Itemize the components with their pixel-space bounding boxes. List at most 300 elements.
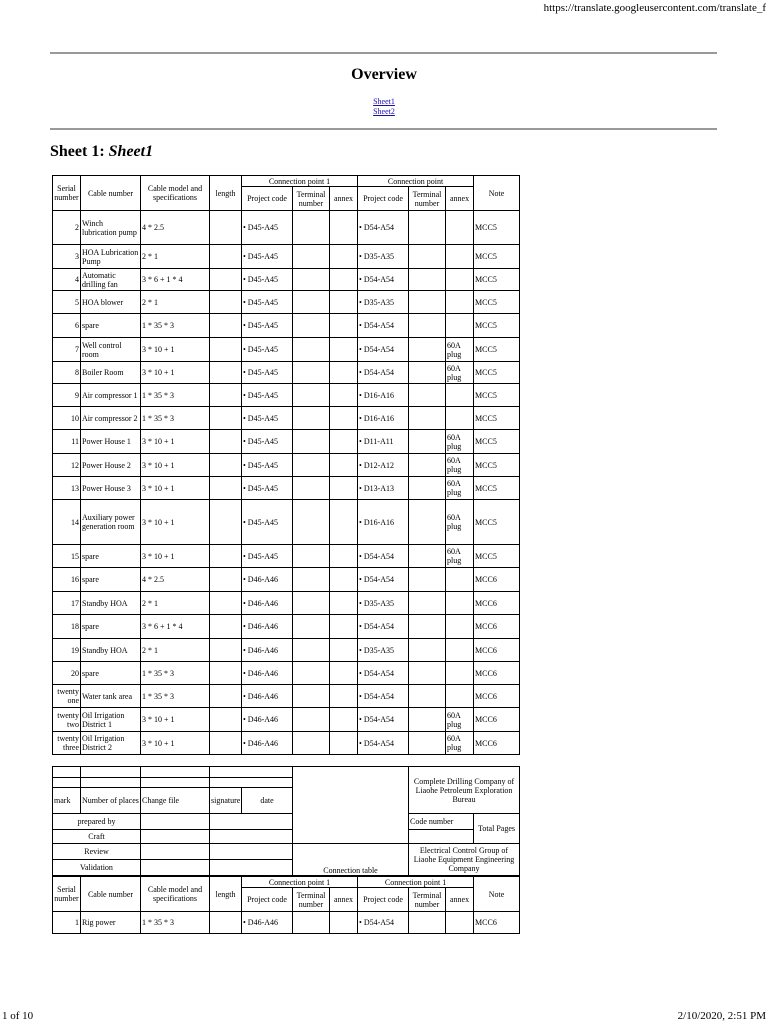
review-label: Review: [53, 844, 141, 860]
length-cell: [210, 615, 242, 639]
project-code-1-cell: • D45-A45: [242, 430, 293, 454]
cable-number-cell: spare: [81, 568, 141, 592]
terminal-2-cell: [409, 545, 446, 568]
annex-1-cell: [330, 407, 358, 430]
terminal-2-cell: [409, 407, 446, 430]
terminal-2-cell: [409, 362, 446, 384]
cable-number-cell: Rig power: [81, 912, 141, 934]
annex-1-cell: [330, 362, 358, 384]
terminal-1-cell: [293, 454, 330, 477]
terminal-2-cell: [409, 592, 446, 615]
header-cable-number: Cable number: [81, 877, 141, 912]
table-row: [53, 615, 520, 639]
project-code-2-cell: • D54-A54: [358, 362, 409, 384]
table-row: [53, 500, 520, 545]
project-code-2-cell: • D16-A16: [358, 500, 409, 545]
header-project-code-1: Project code: [242, 187, 293, 211]
length-cell: [210, 269, 242, 291]
serial-cell: twenty one: [53, 685, 81, 708]
project-code-1-cell: • D45-A45: [242, 211, 293, 245]
serial-cell: 12: [53, 454, 81, 477]
project-code-1-cell: • D46-A46: [242, 615, 293, 639]
header-terminal-1: Terminal number: [293, 187, 330, 211]
header-terminal-2: Terminal number: [409, 187, 446, 211]
table-row: [53, 732, 520, 755]
annex-2-cell: 60A plug: [446, 338, 474, 362]
serial-cell: 6: [53, 314, 81, 338]
length-cell: [210, 384, 242, 407]
project-code-2-cell: • D54-A54: [358, 338, 409, 362]
project-code-1-cell: • D46-A46: [242, 568, 293, 592]
table-row: [53, 314, 520, 338]
serial-cell: 13: [53, 477, 81, 500]
length-cell: [210, 912, 242, 934]
table-row: [53, 912, 520, 934]
header-annex-1: annex: [330, 888, 358, 912]
project-code-2-cell: • D11-A11: [358, 430, 409, 454]
project-code-2-cell: • D54-A54: [358, 568, 409, 592]
length-cell: [210, 407, 242, 430]
annex-1-cell: [330, 269, 358, 291]
connection-table-label: Connection table: [293, 844, 409, 876]
cable-model-cell: 3 * 10 + 1: [141, 454, 210, 477]
cable-number-cell: Water tank area: [81, 685, 141, 708]
length-cell: [210, 500, 242, 545]
cable-number-cell: Standby HOA: [81, 592, 141, 615]
terminal-1-cell: [293, 708, 330, 732]
table-row: [53, 362, 520, 384]
terminal-2-cell: [409, 732, 446, 755]
note-cell: MCC5: [474, 338, 520, 362]
terminal-2-cell: [409, 685, 446, 708]
terminal-2-cell: [409, 384, 446, 407]
note-cell: MCC6: [474, 708, 520, 732]
length-cell: [210, 477, 242, 500]
serial-cell: 2: [53, 211, 81, 245]
serial-cell: 11: [53, 430, 81, 454]
table-row: [53, 568, 520, 592]
cable-number-cell: Well control room: [81, 338, 141, 362]
annex-1-cell: [330, 685, 358, 708]
terminal-1-cell: [293, 662, 330, 685]
terminal-2-cell: [409, 269, 446, 291]
terminal-2-cell: [409, 477, 446, 500]
annex-2-cell: [446, 269, 474, 291]
annex-1-cell: [330, 545, 358, 568]
serial-cell: 3: [53, 245, 81, 269]
print-timestamp: 2/10/2020, 2:51 PM: [677, 1010, 766, 1022]
serial-cell: twenty three: [53, 732, 81, 755]
cable-number-cell: Oil Irrigation District 1: [81, 708, 141, 732]
annex-2-cell: 60A plug: [446, 545, 474, 568]
terminal-1-cell: [293, 291, 330, 314]
project-code-1-cell: • D46-A46: [242, 732, 293, 755]
project-code-1-cell: • D46-A46: [242, 639, 293, 662]
table-row: [53, 662, 520, 685]
header-annex-2: annex: [446, 187, 474, 211]
header-terminal-2: Terminal number: [409, 888, 446, 912]
note-cell: MCC6: [474, 592, 520, 615]
note-cell: MCC5: [474, 245, 520, 269]
table-row: [53, 384, 520, 407]
terminal-2-cell: [409, 912, 446, 934]
table-row: [53, 269, 520, 291]
places-label: Number of places: [81, 788, 141, 814]
annex-2-cell: 60A plug: [446, 362, 474, 384]
note-cell: MCC5: [474, 314, 520, 338]
cable-number-cell: Air compressor 1: [81, 384, 141, 407]
sheet-heading: [50, 143, 153, 161]
cable-model-cell: 3 * 6 + 1 * 4: [141, 615, 210, 639]
project-code-1-cell: • D46-A46: [242, 912, 293, 934]
project-code-1-cell: • D45-A45: [242, 407, 293, 430]
terminal-1-cell: [293, 912, 330, 934]
project-code-1-cell: • D45-A45: [242, 454, 293, 477]
project-code-2-cell: • D35-A35: [358, 639, 409, 662]
length-cell: [210, 639, 242, 662]
cable-model-cell: 3 * 10 + 1: [141, 338, 210, 362]
annex-1-cell: [330, 245, 358, 269]
header-project-code-2: Project code: [358, 187, 409, 211]
terminal-1-cell: [293, 615, 330, 639]
project-code-1-cell: • D45-A45: [242, 384, 293, 407]
annex-1-cell: [330, 500, 358, 545]
header-terminal-1: Terminal number: [293, 888, 330, 912]
terminal-1-cell: [293, 545, 330, 568]
note-cell: MCC6: [474, 912, 520, 934]
header-connection-point-2: Connection point: [358, 176, 474, 187]
length-cell: [210, 245, 242, 269]
page-counter: 1 of 10: [2, 1010, 34, 1022]
project-code-2-cell: • D54-A54: [358, 732, 409, 755]
annex-2-cell: [446, 615, 474, 639]
table-row: [53, 592, 520, 615]
sheet1-link[interactable]: Sheet1: [373, 97, 395, 106]
table-row: [53, 708, 520, 732]
annex-1-cell: [330, 732, 358, 755]
terminal-2-cell: [409, 615, 446, 639]
annex-1-cell: [330, 338, 358, 362]
header-connection-point-1: Connection point 1: [242, 176, 358, 187]
terminal-2-cell: [409, 639, 446, 662]
table-row: [53, 685, 520, 708]
cable-number-cell: Standby HOA: [81, 639, 141, 662]
header-cable-model: Cable model and specifications: [141, 176, 210, 211]
cable-number-cell: Oil Irrigation District 2: [81, 732, 141, 755]
cable-model-cell: 2 * 1: [141, 639, 210, 662]
date-label: date: [242, 788, 293, 814]
header-project-code-2: Project code: [358, 888, 409, 912]
annex-1-cell: [330, 662, 358, 685]
project-code-1-cell: • D45-A45: [242, 314, 293, 338]
serial-cell: 9: [53, 384, 81, 407]
terminal-1-cell: [293, 430, 330, 454]
header-length: length: [210, 176, 242, 211]
annex-1-cell: [330, 912, 358, 934]
cable-model-cell: 4 * 2.5: [141, 211, 210, 245]
terminal-1-cell: [293, 500, 330, 545]
cable-model-cell: 3 * 10 + 1: [141, 500, 210, 545]
annex-2-cell: [446, 245, 474, 269]
serial-cell: 17: [53, 592, 81, 615]
project-code-2-cell: • D54-A54: [358, 708, 409, 732]
electrical-group-name: Electrical Control Group of Liaohe Equipment Engineering Company: [409, 844, 520, 876]
cable-number-cell: Automatic drilling fan: [81, 269, 141, 291]
annex-2-cell: [446, 912, 474, 934]
project-code-2-cell: • D16-A16: [358, 407, 409, 430]
project-code-2-cell: • D54-A54: [358, 314, 409, 338]
note-cell: MCC5: [474, 454, 520, 477]
cable-model-cell: 3 * 10 + 1: [141, 477, 210, 500]
note-cell: MCC5: [474, 384, 520, 407]
note-cell: MCC5: [474, 430, 520, 454]
header-annex-2: annex: [446, 888, 474, 912]
terminal-2-cell: [409, 708, 446, 732]
cable-number-cell: HOA Lubrication Pump: [81, 245, 141, 269]
project-code-1-cell: • D46-A46: [242, 592, 293, 615]
terminal-1-cell: [293, 568, 330, 592]
note-cell: MCC6: [474, 732, 520, 755]
length-cell: [210, 314, 242, 338]
project-code-2-cell: • D54-A54: [358, 545, 409, 568]
annex-2-cell: 60A plug: [446, 454, 474, 477]
annex-1-cell: [330, 384, 358, 407]
note-cell: MCC5: [474, 269, 520, 291]
project-code-1-cell: • D45-A45: [242, 500, 293, 545]
connection-table: [52, 175, 520, 755]
header-cable-number: Cable number: [81, 176, 141, 211]
cable-model-cell: 2 * 1: [141, 592, 210, 615]
note-cell: MCC6: [474, 568, 520, 592]
annex-1-cell: [330, 592, 358, 615]
length-cell: [210, 662, 242, 685]
annex-2-cell: [446, 592, 474, 615]
cable-model-cell: 1 * 35 * 3: [141, 384, 210, 407]
annex-1-cell: [330, 430, 358, 454]
project-code-2-cell: • D13-A13: [358, 477, 409, 500]
header-connection-point-1: Connection point 1: [242, 877, 358, 888]
code-number-label: Code number: [409, 814, 474, 830]
serial-cell: 18: [53, 615, 81, 639]
annex-2-cell: [446, 662, 474, 685]
project-code-2-cell: • D54-A54: [358, 211, 409, 245]
total-pages-label: Total Pages: [474, 814, 520, 844]
project-code-1-cell: • D45-A45: [242, 545, 293, 568]
overview-title: Overview: [351, 66, 417, 83]
prepared-by-label: prepared by: [53, 814, 141, 830]
annex-1-cell: [330, 615, 358, 639]
serial-cell: 15: [53, 545, 81, 568]
terminal-1-cell: [293, 269, 330, 291]
note-cell: MCC6: [474, 662, 520, 685]
project-code-2-cell: • D54-A54: [358, 685, 409, 708]
annex-1-cell: [330, 314, 358, 338]
table-row: [53, 639, 520, 662]
header-connection-point-2: Connection point 1: [358, 877, 474, 888]
project-code-1-cell: • D45-A45: [242, 477, 293, 500]
annex-2-cell: 60A plug: [446, 477, 474, 500]
table-row: [53, 545, 520, 568]
terminal-2-cell: [409, 245, 446, 269]
title-block: [52, 766, 520, 876]
divider-bottom: [50, 128, 717, 130]
sheet-links: [0, 97, 768, 117]
table-row: [53, 477, 520, 500]
note-cell: MCC6: [474, 685, 520, 708]
header-cable-model: Cable model and specifications: [141, 877, 210, 912]
annex-2-cell: [446, 407, 474, 430]
annex-1-cell: [330, 568, 358, 592]
serial-cell: 20: [53, 662, 81, 685]
annex-2-cell: [446, 211, 474, 245]
terminal-2-cell: [409, 454, 446, 477]
annex-2-cell: 60A plug: [446, 732, 474, 755]
sheet-heading-name: Sheet1: [108, 143, 154, 160]
mark-label: mark: [53, 788, 81, 814]
serial-cell: 10: [53, 407, 81, 430]
cable-number-cell: HOA blower: [81, 291, 141, 314]
change-file-label: Change file: [141, 788, 210, 814]
terminal-2-cell: [409, 291, 446, 314]
annex-1-cell: [330, 708, 358, 732]
cable-model-cell: 1 * 35 * 3: [141, 314, 210, 338]
header-length: length: [210, 877, 242, 912]
table-row: [53, 245, 520, 269]
annex-2-cell: [446, 291, 474, 314]
sheet2-link[interactable]: Sheet2: [373, 107, 395, 116]
serial-cell: 4: [53, 269, 81, 291]
annex-2-cell: [446, 314, 474, 338]
terminal-1-cell: [293, 384, 330, 407]
note-cell: MCC5: [474, 545, 520, 568]
length-cell: [210, 291, 242, 314]
project-code-2-cell: • D54-A54: [358, 615, 409, 639]
terminal-1-cell: [293, 314, 330, 338]
serial-cell: 19: [53, 639, 81, 662]
cable-model-cell: 3 * 10 + 1: [141, 708, 210, 732]
annex-1-cell: [330, 477, 358, 500]
note-cell: MCC5: [474, 362, 520, 384]
cable-model-cell: 3 * 10 + 1: [141, 362, 210, 384]
length-cell: [210, 732, 242, 755]
annex-1-cell: [330, 454, 358, 477]
header-note: Note: [474, 176, 520, 211]
cable-number-cell: Power House 2: [81, 454, 141, 477]
terminal-1-cell: [293, 592, 330, 615]
annex-1-cell: [330, 211, 358, 245]
project-code-1-cell: • D45-A45: [242, 362, 293, 384]
validation-label: Validation: [53, 860, 141, 876]
serial-cell: 14: [53, 500, 81, 545]
cable-model-cell: 3 * 10 + 1: [141, 545, 210, 568]
note-cell: MCC5: [474, 407, 520, 430]
annex-2-cell: [446, 568, 474, 592]
cable-number-cell: Auxiliary power generation room: [81, 500, 141, 545]
cable-number-cell: Power House 3: [81, 477, 141, 500]
cable-model-cell: 2 * 1: [141, 291, 210, 314]
project-code-2-cell: • D12-A12: [358, 454, 409, 477]
note-cell: MCC5: [474, 500, 520, 545]
connection-table-page2: [52, 876, 520, 934]
cable-model-cell: 3 * 6 + 1 * 4: [141, 269, 210, 291]
project-code-2-cell: • D35-A35: [358, 245, 409, 269]
terminal-1-cell: [293, 732, 330, 755]
serial-cell: 7: [53, 338, 81, 362]
annex-1-cell: [330, 639, 358, 662]
length-cell: [210, 338, 242, 362]
cable-model-cell: 4 * 2.5: [141, 568, 210, 592]
annex-2-cell: [446, 384, 474, 407]
terminal-2-cell: [409, 211, 446, 245]
company-name: Complete Drilling Company of Liaohe Petroleum Exploration Bureau: [409, 767, 520, 814]
header-serial: Serial number: [53, 176, 81, 211]
project-code-2-cell: • D16-A16: [358, 384, 409, 407]
project-code-2-cell: • D35-A35: [358, 291, 409, 314]
serial-cell: twenty two: [53, 708, 81, 732]
note-cell: MCC6: [474, 615, 520, 639]
note-cell: MCC5: [474, 211, 520, 245]
browser-url: https://translate.googleusercontent.com/translate_f: [543, 2, 766, 14]
project-code-2-cell: • D54-A54: [358, 269, 409, 291]
table-row: [53, 211, 520, 245]
cable-number-cell: spare: [81, 662, 141, 685]
length-cell: [210, 454, 242, 477]
terminal-1-cell: [293, 362, 330, 384]
project-code-1-cell: • D45-A45: [242, 338, 293, 362]
project-code-2-cell: • D54-A54: [358, 662, 409, 685]
cable-model-cell: 3 * 10 + 1: [141, 732, 210, 755]
table-row: [53, 407, 520, 430]
annex-2-cell: 60A plug: [446, 430, 474, 454]
length-cell: [210, 211, 242, 245]
project-code-1-cell: • D45-A45: [242, 245, 293, 269]
cable-number-cell: Air compressor 2: [81, 407, 141, 430]
table-row: [53, 291, 520, 314]
annex-2-cell: 60A plug: [446, 708, 474, 732]
cable-model-cell: 1 * 35 * 3: [141, 912, 210, 934]
note-cell: MCC5: [474, 291, 520, 314]
table-row: [53, 338, 520, 362]
length-cell: [210, 708, 242, 732]
header-note: Note: [474, 877, 520, 912]
terminal-1-cell: [293, 407, 330, 430]
cable-number-cell: spare: [81, 545, 141, 568]
note-cell: MCC6: [474, 639, 520, 662]
length-cell: [210, 430, 242, 454]
cable-number-cell: Winch lubrication pump: [81, 211, 141, 245]
header-annex-1: annex: [330, 187, 358, 211]
serial-cell: 1: [53, 912, 81, 934]
signature-label: signature: [210, 788, 242, 814]
cable-number-cell: spare: [81, 314, 141, 338]
cable-number-cell: spare: [81, 615, 141, 639]
project-code-2-cell: • D54-A54: [358, 912, 409, 934]
serial-cell: 16: [53, 568, 81, 592]
serial-cell: 8: [53, 362, 81, 384]
terminal-2-cell: [409, 430, 446, 454]
serial-cell: 5: [53, 291, 81, 314]
terminal-2-cell: [409, 338, 446, 362]
cable-number-cell: Power House 1: [81, 430, 141, 454]
terminal-1-cell: [293, 211, 330, 245]
cable-model-cell: 1 * 35 * 3: [141, 662, 210, 685]
length-cell: [210, 545, 242, 568]
project-code-1-cell: • D46-A46: [242, 662, 293, 685]
terminal-1-cell: [293, 338, 330, 362]
annex-2-cell: [446, 685, 474, 708]
length-cell: [210, 568, 242, 592]
project-code-1-cell: • D45-A45: [242, 269, 293, 291]
